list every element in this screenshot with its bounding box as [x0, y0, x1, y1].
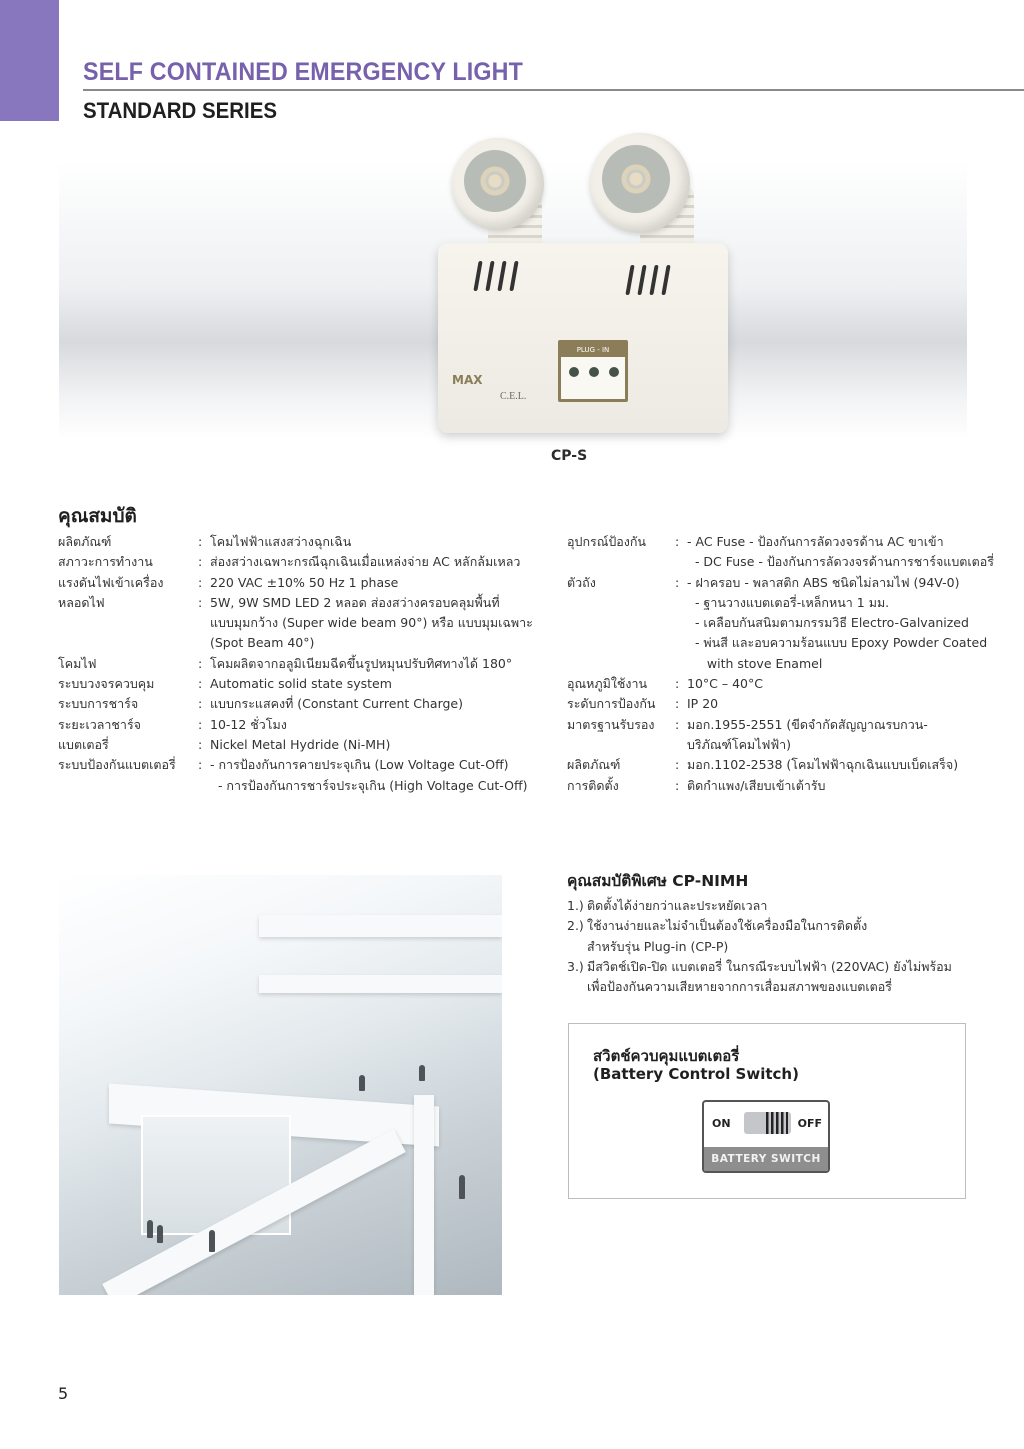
page-number: 5 — [58, 1384, 69, 1403]
title-divider — [83, 89, 1024, 91]
product-caption: CP-S — [551, 448, 588, 464]
feature-item: 2.) ใช้งานง่ายและไม่จำเป็นต้องใช้เครื่องมือในการติดตั้ง สำหรับรุ่น Plug-in (CP-P) — [567, 918, 868, 954]
product-image-emergency-light — [430, 128, 730, 448]
lamp-head-left — [452, 138, 544, 230]
spec-row: การติดตั้ง : ติดกำแพง/เสียบเข้าเต้ารับ — [567, 777, 826, 793]
switch-off-label: OFF — [797, 1117, 822, 1130]
indicator-led-ac — [569, 367, 579, 377]
spec-row: ผลิตภัณฑ์ : โคมไฟฟ้าแสงสว่างฉุกเฉิน — [58, 534, 352, 549]
spec-row: หลอดไฟ : 5W, 9W SMD LED 2 หลอด ส่องสว่างครอบคลุมพื้นที่ แบบมุมกว้าง (Super wide beam 90°) หรือ แบบมุมเฉพาะ (Spot Beam 40°) — [58, 594, 533, 651]
battery-switch-box — [568, 1023, 966, 1199]
properties-heading: คุณสมบัติ — [58, 505, 137, 527]
spec-row: อุณหภูมิใช้งาน : 10°C – 40°C — [567, 676, 763, 692]
indicator-panel: PLUG - IN — [558, 340, 628, 402]
spec-row: โคมไฟ : โคมผลิตจากอลูมิเนียมฉีดขึ้นรูปหมุนปรับทิศทางได้ 180° — [58, 655, 513, 671]
switch-on-label: ON — [712, 1117, 731, 1130]
spec-table-left — [58, 532, 548, 796]
spec-row: สภาวะการทำงาน : ส่องสว่างเฉพาะกรณีฉุกเฉินเมื่อแหล่งจ่าย AC หลักล้มเหลว — [58, 554, 521, 570]
light-housing — [438, 243, 728, 433]
lamp-head-right — [590, 133, 690, 233]
page-title: SELF CONTAINED EMERGENCY LIGHT — [83, 58, 524, 86]
battery-switch-heading-th: สวิตช์ควบคุมแบตเตอรี่ — [593, 1047, 740, 1065]
spec-row: ระยะเวลาชาร์จ : 10-12 ชั่วโมง — [58, 716, 287, 732]
indicator-led-charge — [589, 367, 599, 377]
architecture-photo — [59, 875, 502, 1295]
feature-item: 1.) ติดตั้งได้ง่ายกว่าและประหยัดเวลา — [567, 898, 768, 913]
indicator-led-fail — [609, 367, 619, 377]
spec-row: ระบบป้องกันแบตเตอรี่ : - การป้องกันการคายประจุเกิน (Low Voltage Cut-Off) - การป้องกันการชาร์จประจุเกิน (High Voltage Cut-Off) — [58, 757, 528, 793]
spec-row: ระบบวงจรควบคุม : Automatic solid state system — [58, 676, 392, 692]
spec-row: ระบบการชาร์จ : แบบกระแสคงที่ (Constant Current Charge) — [58, 696, 463, 712]
feature-item: 3.) มีสวิตช์เปิด-ปิด แบตเตอรี่ ในกรณีระบบไฟฟ้า (220VAC) ยังไม่พร้อม เพื่อป้องกันความเสียหายจากการเสื่อมสภาพของแบตเตอรี่ — [567, 958, 952, 995]
page-subtitle: STANDARD SERIES — [83, 98, 278, 123]
spec-row: ระดับการป้องกัน : IP 20 — [567, 696, 719, 712]
spec-row: ผลิตภัณฑ์ : มอก.1102-2538 (โคมไฟฟ้าฉุกเฉินแบบเบ็ดเสร็จ) — [567, 757, 959, 773]
spec-row: ตัวถัง : - ฝาครอบ - พลาสติก ABS ชนิดไม่ลามไฟ (94V-0) - ฐานวางแบตเตอรี่-เหล็กหนา 1 มม. - เคลือบกันสนิมตามกรรมวิธี Electro-Galvanized - พ่นสี และอบความร้อนแบบ Epoxy Powder Coated with stove Enamel — [567, 574, 988, 671]
battery-switch-illustration — [702, 1100, 830, 1173]
spec-table-right — [567, 532, 1007, 796]
spec-row: อุปกรณ์ป้องกัน : - AC Fuse - ป้องกันการลัดวงจรด้าน AC ขาเข้า - DC Fuse - ป้องกันการลัดวงจรด้านการชาร์จแบตเตอรี่ — [567, 534, 994, 570]
switch-footer-label: BATTERY SWITCH — [704, 1147, 828, 1171]
spec-row: มาตรฐานรับรอง : มอก.1955-2551 (ขีดจำกัดสัญญาณรบกวน- บริภัณฑ์โคมไฟฟ้า) — [567, 716, 928, 752]
battery-switch-heading-en: (Battery Control Switch) — [593, 1065, 799, 1083]
accent-bar — [0, 0, 59, 121]
maker-logo: C.E.L. — [500, 391, 527, 402]
spec-row: แบตเตอรี่ : Nickel Metal Hydride (Ni-MH) — [58, 736, 391, 752]
spec-row: แรงดันไฟเข้าเครื่อง : 220 VAC ±10% 50 Hz 1 phase — [58, 574, 399, 590]
switch-knob-icon — [766, 1112, 788, 1134]
brand-logo: MAX — [452, 373, 483, 387]
special-features-heading: คุณสมบัติพิเศษ CP-NIMH — [567, 872, 749, 890]
special-features — [567, 868, 952, 997]
